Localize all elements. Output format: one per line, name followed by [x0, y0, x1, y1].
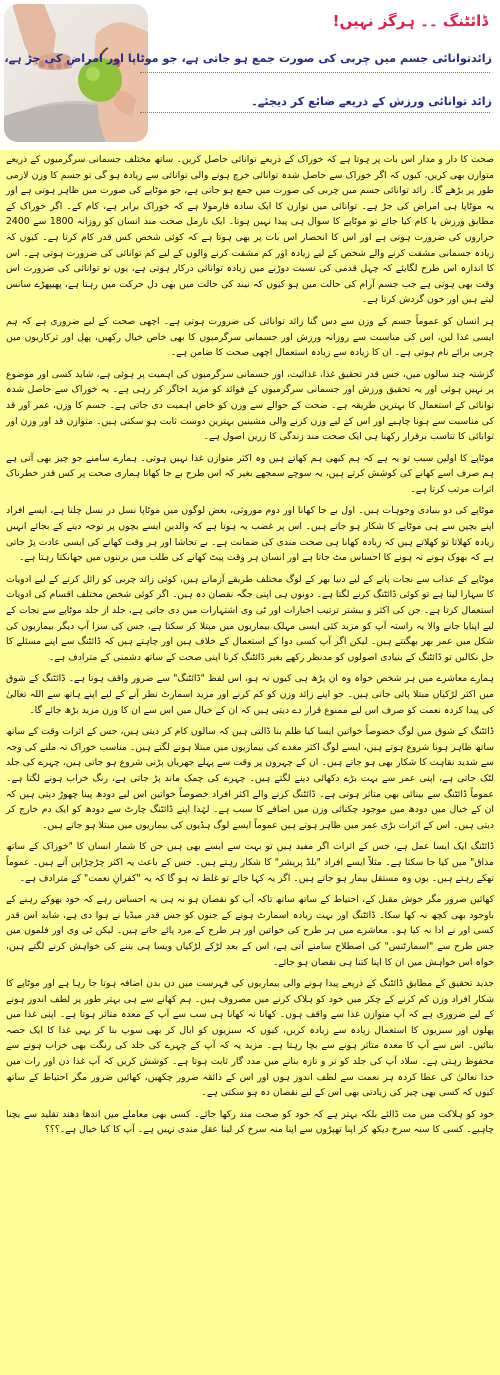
- header-photo: [4, 4, 148, 142]
- paragraph: صحت کا دار و مدار اس بات پر ہوتا ہے کہ خوراک کے ذریعے توانائی حاصل کریں۔ ساتھ مختلف جسمانی سرگرمیوں کے ذریعے متوازن بھی کریں، کیوں کہ اگر خوراک سے حاصل شدہ توانائی خرچ ہونے والی توانائی سے زیادہ ہو گی تو جسم کا وزن لازمی طور پر بڑھے گا۔ زائد توانائی جسم میں چربی کی صورت میں جمع ہو جاتی ہے، جو موٹاپے کی صورت میں ظاہر ہوتی ہے اور یہ موٹاپا ہی امراض کی جڑ ہے۔ توانائی میں توازن کا ایک سادہ فارمولا ہے کہ خوراک برابر ہے، کام کے۔ اگر خوراک کے مطابق ورزش یا کام کیا جائے تو موٹاپے کا سوال ہی پیدا نہیں ہوتا۔ ایک نارمل صحت مند انسان کو روزانہ 1800 سے 2400 حراروں کی ضرورت ہوتی ہے اور اس کا انحصار اس بات پر بھی ہوتا ہے کہ کوئی شخص کس قدر کام کرتا ہے۔ کیوں کہ زیادہ جسمانی مشقت کرنے والے شخص کے لیے زیادہ اور کم مشقت کرنے والوں کے لیے کم توانائی کی ضرورت ہوتی ہے۔ اس کا اندازہ اس طرح لگایئے کہ چہل قدمی کی نسبت دوڑنے میں زیادہ توانائی درکار ہوتی ہے، یوں تو توانائی کی ضرورت اس وقت بھی ہوتی ہے جب جسم آرام کی حالت میں ہو کیوں کہ نیند کی حالت میں بھی دل حرکت میں رہتا ہے، پھیپھڑے سانس لیتے ہیں اور خون گردش کرتا ہے۔: [6, 154, 494, 306]
- article-body: [0, 150, 500, 1375]
- paragraph: ڈائٹنگ ایک ایسا عمل ہے، جس کے اثرات اگر مفید ہیں تو بہت سے ایسے بھی ہیں جن کا شمار انسان کا "خوراک کے ساتھ مذاق" میں کیا جا سکتا ہے۔ مثلاً ایسے افراد "بلڈ پریشر" کا شکار رہتے ہیں۔ جس کے باعث یہ اکثر چڑچڑاپن آتے ہیں۔ عموماً تھکے رہتے ہیں۔ یوں وہ مستقل بیمار ہو جاتے ہیں۔ اگر یہ کہا جائے تو غلط نہ ہو گا کہ یہ "کفرانِ نعمت" کے مترادف ہے۔: [6, 841, 494, 884]
- paragraph: گزشتہ چند سالوں میں، جس قدر تحقیق غذا، غذائیت، اور جسمانی سرگرمیوں کی اہمیت پر ہوئی ہے، شاید کسی اور موضوع پر نہیں ہوئی اور یہ تحقیق ورزش اور جسمانی سرگرمیوں کے فوائد کو مزید اجاگر کر رہی ہے۔ یہ خوراک سے حاصل شدہ توانائی کے استعمال کا بہترین طریقہ ہے۔ صحت کے حوالے سے وزن کو خاص اہمیت دی جاتی ہے۔ جسم کا وزن، عمر اور قد کی مناسبت سے ہونا چاہیے اور اس کے لیے وزن کرنے والی مشینیں بہترین دوست ثابت ہو سکتی ہیں۔ متوازن قد اور وزن اور توانائی کا تناسب برقرار رکھنا ہی ایک صحت مند زندگی کا زریں اصول ہے۔: [6, 368, 494, 443]
- subtitle-secondary: زائد توانائی ورزش کے ذریعے ضائع کر دیجئے۔: [251, 95, 492, 108]
- paragraph: ڈائٹنگ کے شوق میں لوگ خصوصاً خواتین ایسا کیا ظلم بنا ڈالتی ہیں کہ سالوں کام کر دیتی ہیں، جس کے اثرات وقت کے ساتھ ساتھ ظاہر ہونا شروع ہوتے ہیں، ایسے لوگ اکثر معدے کی بیماریوں میں مبتلا ہونے لگتے ہیں۔ مناسب خوراک نہ ملنے کی وجہ سے شدید نقاہت کا شکار بھی ہو جاتے ہیں۔ ان کے چہروں پر وقت سے پہلے جھریاں پڑنی شروع ہو جاتی ہیں، چہرے کی جلد لٹک جاتی ہے، اپنی عمر سے بہت بڑے دکھائی دینے لگتے ہیں۔ چہرے کی چمک ماند پڑ جاتی ہے، رنگ خراب ہونے لگتا ہے۔ عموماً ڈائٹنگ سے بینائی بھی متاثر ہوتی ہے۔ ڈائٹنگ کرنے والے اکثر افراد خصوصاً خواتین اس لیے دودھ پینا چھوڑ دیتی ہیں کہ ان کے خیال میں دودھ میں موجود چکنائی وزن میں اضافے کا سبب ہے۔ لہٰذا اپنے ڈائٹنگ چارٹ سے دودھ کو ایک دم خارج کر دیتی ہیں۔ اس کے اثرات بڑی عمر میں ظاہر ہوتے ہیں عموماً ایسے لوگ ہڈیوں کی بیماریوں میں مبتلا ہو جاتے ہیں۔: [6, 726, 494, 831]
- paragraph: موٹاپے کا اولین سبب تو یہ ہے کہ ہم کبھی ہم کھاتے ہیں وہ اکثر متوازن غذا نہیں ہوتی۔ ہمارے سامنے جو چیز بھی آتی ہے ہم صرف اسے کھانے کی کوشش کرتے ہیں، یہ سوچے سمجھے بغیر کہ اس طرح بے جا کھانا ہماری صحت پر کس قدر خطرناک اثرات مرتب کرتا ہے۔: [6, 452, 494, 495]
- subtitle-divider: [140, 112, 490, 113]
- paragraph: جدید تحقیق کے مطابق ڈائٹنگ کے ذریعے پیدا ہونے والی بیماریوں کی فہرست میں دن بدن اضافہ ہوتا جا رہا ہے اور موٹاپے کا شکار افراد وزن کم کرنے کے چکر میں خود کو ہلاک کرنے میں مصروف ہیں۔ ہم کھانے سے ہی بہتر طور پر لطف اندوز ہونے کے لیے ضروری ہے کہ آپ متوازن غذا سے واقف ہوں۔ کھانا نہ کھانا ہی سب سے آپ کے معدہ متاثر ہوتا ہے۔ اپنی غذا میں پھلوں اور سبزیوں کا استعمال زیادہ سے زیادہ کریں، کیوں کہ سبزیوں کو ابال کر بھی سوپ بنا کر یہی غذا کا ایک حصہ بنائیں۔ اس سے آپ کا معدہ متاثر ہونے سے بچا رہتا ہے۔ مزید یہ کہ آپ کے چہرے کی جلد کی رنگت بھی خراب ہونے سے محفوظ رہتی ہے۔ سلاد آپ کی جلد کو تر و تازہ بنانے میں مدد گار ثابت ہوتا ہے۔ کوشش کریں کہ آپ غذا دن اور رات میں خدا تعالیٰ کی عطا کردہ ہر نعمت سے لطف اندوز ہوں اور اس کے ذائقہ ضرور چکھیں، کھائیں ضرور مگر احتیاط کے ساتھ کیوں کہ کسی بھی چیز کی زیادتی بھی اس کے لیے نقصان دہ ہو سکتی ہے۔: [6, 978, 494, 1099]
- subtitle-primary: زائدتوانائی جسم میں چربی کی صورت جمع ہو جاتی ہے، جو موٹاپا اور امراض کی جڑ ہے،: [4, 52, 492, 65]
- paragraph: ہمارے معاشرے میں ہر شخص خواہ وہ ان پڑھ ہی کیوں نہ ہو، اس لفظ "ڈائٹنگ" سے ضرور واقف ہوتا ہے۔ ڈائٹنگ کے شوق میں اکثر لڑکیاں مبتلا پائی جاتی ہیں۔ جو اپنے زائد وزن کو کم کرنے اور مزید اسمارٹ نظر آنے کے لیے اپنے ہاتھ سے اللہ تعالیٰ کی پیدا کردہ نعمت کو صرف اس لیے ممنوع قرار دے دیتی ہیں کہ ان کے خیال میں اس سے ان کا وزن مزید بڑھ جائے گا۔: [6, 673, 494, 716]
- paragraph: موٹاپے کے عذاب سے نجات پانے کے لیے دنیا بھر کے لوگ مختلف طریقے آزماتے ہیں، کوئی زائد چربی کو زائل کرنے کے لیے ادویات کا سہارا لیتا ہے تو کوئی ڈائٹنگ کرنے لگتا ہے۔ دونوں ہی اپنی جگہ نقصان دہ ہیں۔ اگر کوئی شخص مختلف اقسام کی ادویات استعمال کرتا ہے۔ جن کی اکثر و بیشتر ترتیب اخبارات اور ٹی وی اشتہارات میں دی جاتی ہے، جلد از جلد موٹاپے سے نجات کے لیے اپنایا جانے والا یہ راستہ آپ کو مزید کئی ایسی مہلک بیماریوں میں مبتلا کر سکتا ہے، جس کی سزا آپ دیگر بیماریوں کی شکل میں عمر بھر بھگتتے ہیں۔ لیکن اگر آپ کسی دوا کے استعمال کے خلاف ہیں اور چاہتے ہیں کہ ڈائٹنگ سے اپنے مسئلے کا حل نکالیں تو ڈائٹنگ کے بنیادی اصولوں کو مدنظر رکھے بغیر ڈائٹنگ کرنا اپنی صحت کے ساتھ دشمنی کے مترادف ہے۔: [6, 573, 494, 663]
- article-header: [0, 0, 500, 150]
- scale-apple-illustration: [4, 4, 148, 142]
- paragraph: موٹاپے کی دو بنیادی وجوہات ہیں۔ اول بے جا کھانا اور دوم موروثی، بعض لوگوں میں موٹاپا نسل در نسل چلتا ہے، ایسے افراد اپنے بچپن سے ہی موٹاپے کا شکار ہو جاتے ہیں۔ اس پر غضب یہ ہوتا ہے کہ والدین ایسے بچوں پر توجہ دینے کے بجائے انہیں زیادہ کھلاتا تو کھلاتے ہیں کہ زیادہ کھانا ہی صحت مندی کی ضمانت ہے۔ بے تحاشا اور ہر وقت کھانے کی ایسی عادت پڑ جاتی ہے کہ بھوک ہونے نہ ہونے کا احساس مٹ جاتا ہے اور انسان ہر وقت پیٹ کھانے کی طلب میں برتنوں میں جھانکتا رہتا ہے۔: [6, 505, 494, 564]
- subtitle-divider: [140, 72, 490, 73]
- paragraph: ہر انسان کو عموماً جسم کے وزن سے دس گنا زائد توانائی کی ضرورت ہوتی ہے۔ اچھی صحت کے لیے ضروری ہے کہ ہم ایسی غذا لیں، اس کی مناسبت سے روزانہ ورزش اور جسمانی سرگرمیوں کا بھی خاص خیال رکھیں، پھل اور ترکاریوں میں چربی برائے نام ہوتی ہے۔ ان کا زیادہ سے زیادہ استعمال اچھی صحت کا ضامن ہے۔: [6, 315, 494, 359]
- paragraph: خود کو ہلاکت میں مت ڈالئے بلکہ بہتر ہے کہ خود کو صحت مند رکھا جائے۔ کسی بھی معاملے میں اندھا دھند تقلید سے بچنا چاہیے۔ کسی کا سنہ سرخ دیکھ کر اپنا تھپڑوں سے اپنا منہ سرخ کر لینا عقل مندی نہیں ہے۔ آپ کا کیا خیال ہے۔؟؟؟: [6, 1108, 494, 1136]
- paragraph: کھائیں ضرور مگر خوش مقبل کے، احتیاط کے ساتھ ساتھ تاکہ آپ کو نقصان ہو نہ ہی یہ احساس رہے کہ خود بھوکے رہنے کے باوجود بھی کچھ نہ کھا سکا۔ ڈائٹنگ اور بہت زیادہ اسمارٹ ہونے کے جنون کو جس قدر میڈیا نے ہوا دی ہے، شاید اس قدر کسی اور نے ادا نہ کیا ہو۔ معاشرے میں ہر طرح کی خواتین اور ہر طرح کے مرد پائے جاتے ہیں۔ لیکن ٹی وی اور فلموں میں جس طرح سے "اسمارٹنس" کی اصطلاح سامنے آتی ہے، اس کے بعد لڑکے لڑکیاں ویسا ہی بننے کی خواہش کرنے لگتے ہیں، خواہ اس خواہش میں ان کا اپنا کتنا ہی نقصان ہو جائے۔: [6, 894, 494, 968]
- page-title: ڈائٹنگ ۔۔ ہرگز نہیں!: [332, 12, 488, 30]
